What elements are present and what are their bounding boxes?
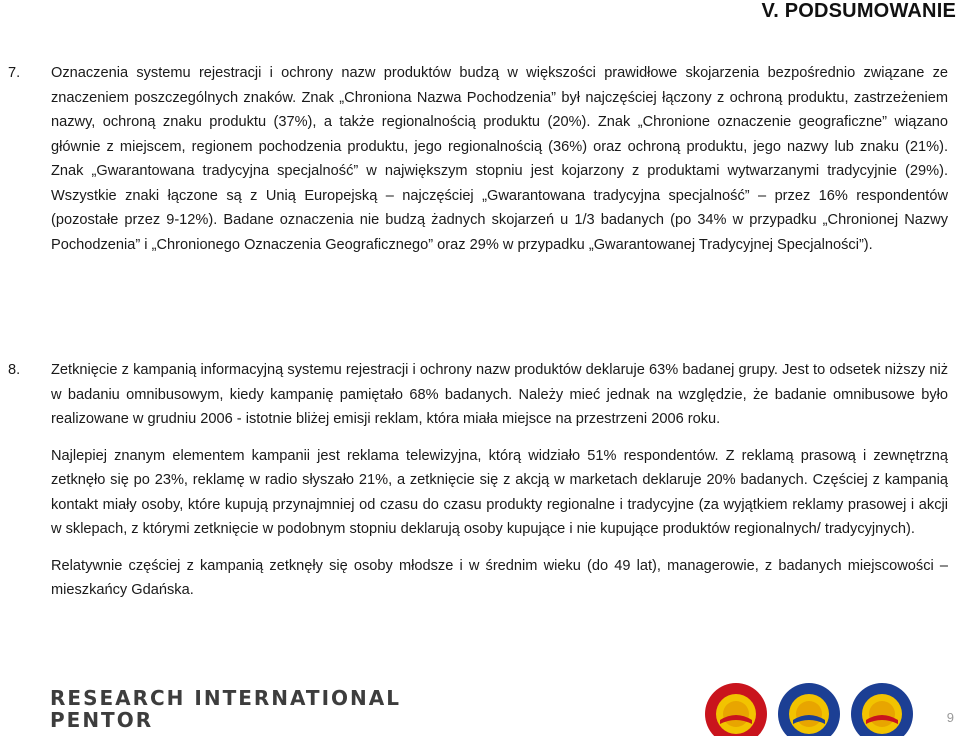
paragraph: Oznaczenia systemu rejestracji i ochrony nazw produktów budzą w większości prawidłowe skojarzenia bezpośrednio związane ze znaczeniem poszczególnych znaków. Znak „Chroniona Nazwa Pochodzenia” był najczęściej łączony z ochroną produktu, zastrzeżeniem nazwy, ochroną znaku produktu (37%), a także regionalnością produktu (20%). Znak „Chronione oznaczenie geograficzne” wiązano głównie z miejscem, regionem pochodzenia produktu, jego regionalnością (36%) oraz ochroną produktu, jego nazwy lub znaku (21%). Znak „Gwarantowana tradycyjna specjalność” w największym stopniu jest kojarzony z produktami wytwarzanymi tradycyjnie (29%). Wszystkie znaki łączone są z Unią Europejską – najczęściej „Gwarantowana tradycyjna specjalność” – przez 16% respondentów (pozostałe przez 9-12%). Badane oznaczenia nie budzą żadnych skojarzeń u 1/3 badanych (po 34% w przypadku „Chronionej Nazwy Pochodzenia” i „Chronionego Oznaczenia Geograficznego” oraz 29% w przypadku „Gwarantowanej Tradycyjnej Specjalności”). (51, 65, 948, 253)
logo-line-2: PENTOR (50, 708, 154, 732)
list-item-body (51, 61, 948, 257)
paragraph: Zetknięcie z kampanią informacyjną systemu rejestracji i ochrony nazw produktów deklaruje 63% badanej grupy. Jest to odsetek niższy niż w badaniu omnibusowym, kiedy kampanię pamiętało 68% badanych. Należy mieć jednak na względzie, że badanie omnibusowe było realizowane w grudniu 2006 - istotnie bliżej emisji reklam, która miała miejsce na przestrzeni 2006 roku. (51, 362, 948, 427)
tsg-seal-icon (851, 683, 913, 736)
list-item-number: 7. (8, 65, 21, 81)
list-item-body (51, 358, 948, 603)
pgi-seal-icon (778, 683, 840, 736)
page-title: V. PODSUMOWANIE (761, 0, 956, 22)
list-item-8 (8, 358, 948, 603)
paragraph: Najlepiej znanym elementem kampanii jest reklama telewizyjna, którą widziało 51% respondentów. Z reklamą prasową i zewnętrzną zetknęło się po 23%, reklamę w radio słyszało 21%, a zetknięcie się z akcją w marketach deklaruje 20% badanych. Częściej z kampanią kontakt miały osoby, które kupują przynajmniej od czasu do czasu produkty regionalne i tradycyjne (za wyjątkiem reklamy prasowej i akcji w sklepach, z którymi zetknięcie w podobnym stopniu deklarują osoby kupujące i nie kupujące produktów regionalnych/ tradycyjnych). (51, 447, 948, 537)
pdo-seal-icon (705, 683, 767, 736)
page-number: 9 (946, 710, 954, 725)
paragraph: Relatywnie częściej z kampanią zetknęły się osoby młodsze i w średnim wieku (do 49 lat), managerowie, z badanych miejscowości – mieszkańcy Gdańska. (51, 557, 948, 598)
company-logo (50, 687, 401, 731)
eu-quality-seals (704, 680, 934, 736)
list-item-number: 8. (8, 362, 21, 378)
logo-line-1: RESEARCH INTERNATIONAL (50, 686, 401, 710)
list-item-7 (8, 61, 948, 257)
